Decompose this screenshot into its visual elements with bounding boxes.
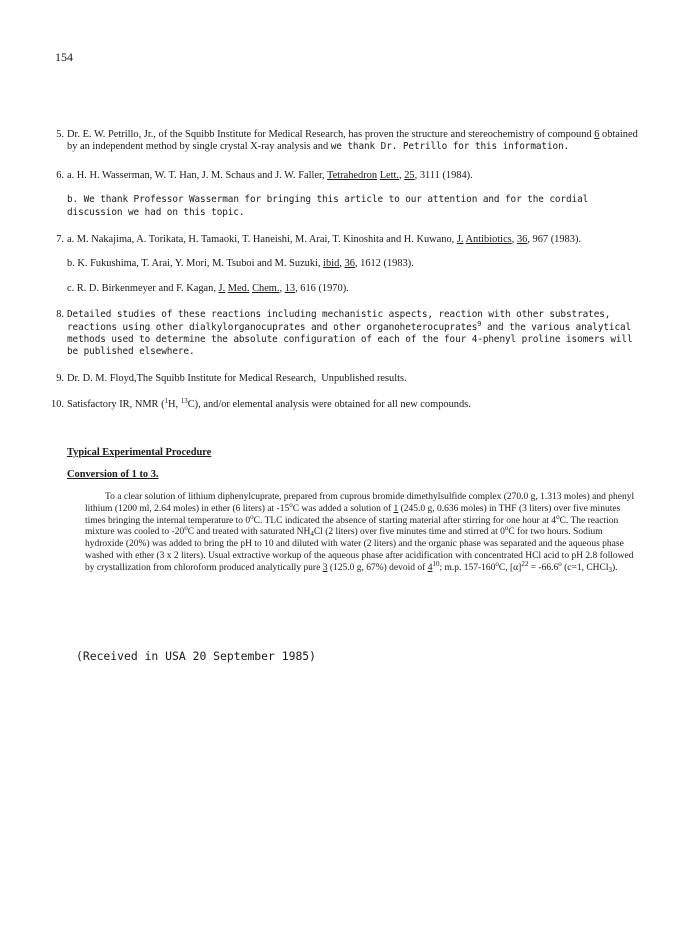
reference-text: a. M. Nakajima, A. Torikata, H. Tamaoki, T. Haneishi, M. Arai, T. Kinoshita and H. Kuwano, J. Antibiotics, 36, 967 (1983). [67,234,582,246]
reference-text: Satisfactory IR, NMR ($^1$H, $^{13}$C), and/or elemental analysis were obtained for all new compounds. [67,397,471,411]
reference-text: Dr. D. M. Floyd,The Squibb Institute for Medical Research, Unpublished results. [67,372,407,384]
reference-item [37,170,649,219]
reference-text: a. H. H. Wasserman, W. T. Han, J. M. Schaus and J. W. Faller, Tetrahedron Lett., 25, 3111 (1984). [67,169,473,181]
reference-number: 9. [56,372,64,384]
reference-text: Detailed studies of these reactions including mechanistic aspects, reaction with other substrates, reactions using other dialkylorganocuprates and other organoheterocuprates$^9$ and the various analytical methods used to determine the absolute configuration of each of the four 4-phenyl proline isomers will be published elsewhere. [67,309,633,358]
reference-number: 7. [56,234,64,246]
reference-text: Dr. E. W. Petrillo, Jr., of the Squibb Institute for Medical Research, has proven the structure and stereochemistry of compound 6 obtained by an independent method by single crystal X-ray analysis and we thank Dr. Petrillo for this information. [67,129,638,153]
reference-number: 6. [56,169,64,181]
reference-list [37,129,649,412]
reference-text: b. K. Fukushima, T. Arai, Y. Mori, M. Tsuboi and M. Suzuki, ibid, 36, 1612 (1983). [67,258,414,270]
reference-number: 8. [56,309,64,321]
procedure-heading: Typical Experimental Procedure [67,447,212,458]
page-number: 154 [55,50,73,64]
reference-text: c. R. D. Birkenmeyer and F. Kagan, J. Med. Chem., 13, 616 (1970). [67,282,349,294]
reference-number: 5. [56,129,64,140]
received-date: (Received in USA 20 September 1985) [76,649,317,663]
reference-item [37,399,649,411]
procedure-paragraph: To a clear solution of lithium diphenylcuprate, prepared from cuprous bromide dimethylsulfide complex (270.0 g, 1.313 moles) and phenyl lithium (1200 ml, 2.64 moles) in ether (6 liters) at -15$^o$C was added a solution of 1 (245.0 g, 0.636 moles) in THF (3 liters) over five minutes times bringing the internal temperature to 0$^o$C. TLC indicated the absence of starting material after stirring for one hour at 4$^o$C. The reaction mixture was cooled to -20$^o$C and treated with saturated $NH_4Cl$ (2 liters) over five minutes time and stirred at 0$^o$C for two hours. Sodium hydroxide (20%) was added to bring the pH to 10 and diluted with water (2 liters) and the organic phase was separated and the aqueous phase washed with ether (3 x 2 liters). Usual extractive workup of the aqueous phase after acidification with concentrated HCl acid to pH 2.8 followed by crystallization from chloroform produced analytically pure 3 (125.0 g, 67%) devoid of $4^{10}$; m.p. 157-160$^o$C, $[\alpha]^{22} = -66.6^o$ (c=1, CHCl$_3$). [85,492,635,574]
reference-item [37,373,649,385]
reference-text: b. We thank Professor Wasserman for bringing this article to our attention and for the cordial discussion we had on this topic. [67,194,589,218]
reference-number: 10. [51,399,64,411]
conversion-heading: Conversion of 1 to 3. [67,469,159,480]
procedure-text [85,492,637,575]
reference-item [37,234,649,295]
reference-item [37,309,649,359]
reference-item [37,129,649,154]
